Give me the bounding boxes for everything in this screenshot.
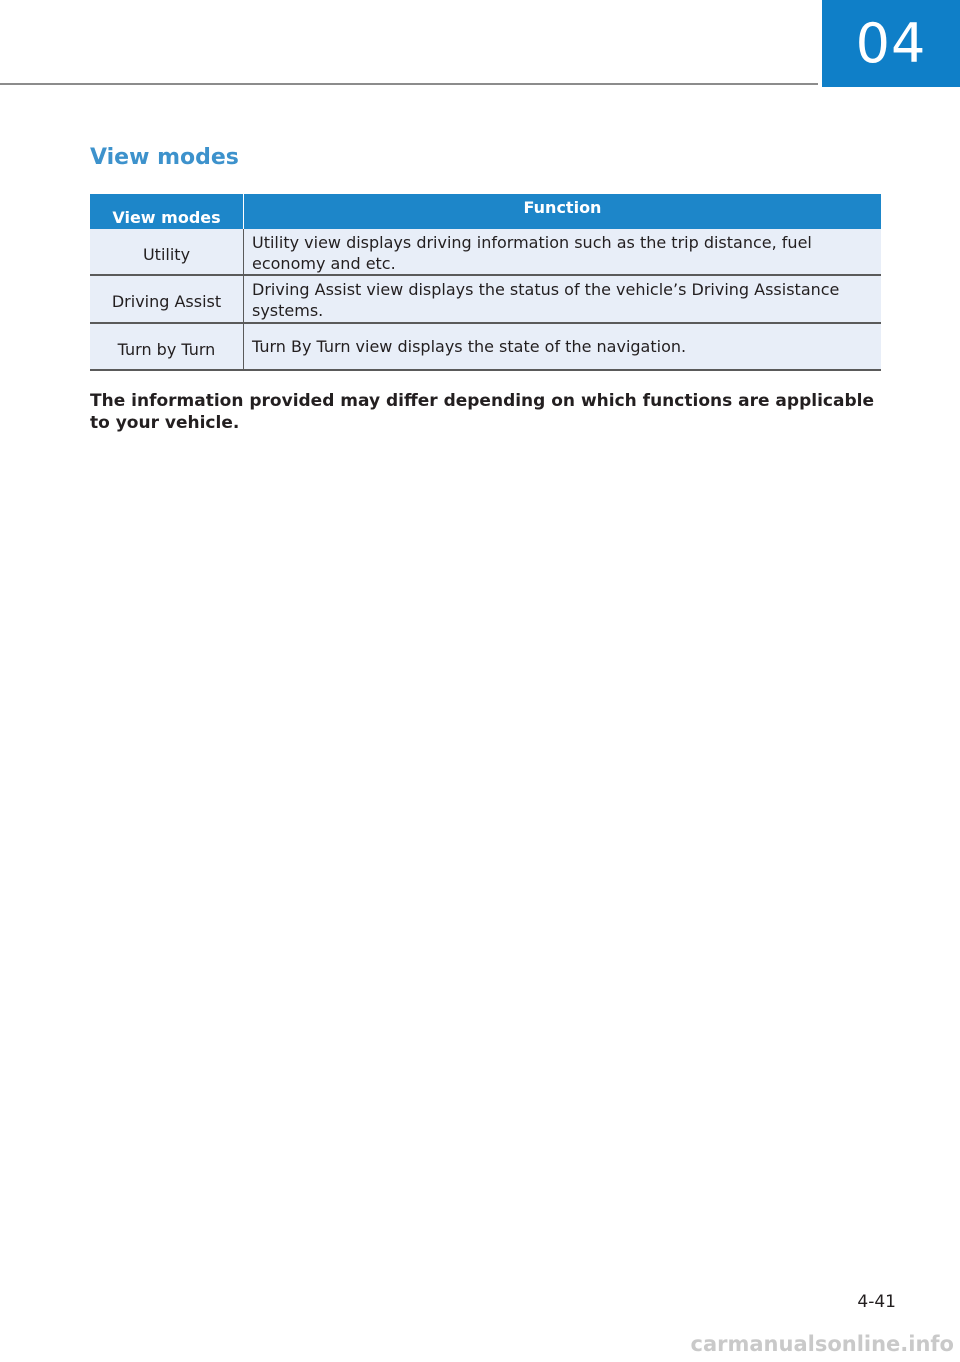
table-row — [90, 323, 881, 370]
header-rule — [0, 83, 818, 85]
table-row — [90, 229, 881, 275]
table-header-row — [90, 194, 881, 229]
information-note: The information provided may differ depending on which functions are applicable to your vehicle. — [90, 391, 874, 433]
page-number: 4-41 — [857, 1292, 896, 1312]
watermark: carmanualsonline.info — [690, 1332, 954, 1356]
header-view-modes: View modes — [90, 194, 244, 229]
chapter-tab: 04 — [822, 0, 960, 87]
section-title: View modes — [90, 145, 239, 170]
mode-cell: Driving Assist — [90, 275, 244, 323]
header-function: Function — [244, 194, 882, 229]
view-modes-table — [90, 194, 881, 371]
function-cell: Driving Assist view displays the status of the vehicle’s Driving Assistance systems. — [244, 275, 882, 323]
mode-cell: Utility — [90, 229, 244, 275]
function-cell: Utility view displays driving information such as the trip distance, fuel economy and etc. — [244, 229, 882, 275]
function-cell: Turn By Turn view displays the state of the navigation. — [244, 323, 882, 370]
mode-cell: Turn by Turn — [90, 323, 244, 370]
table-row — [90, 275, 881, 323]
